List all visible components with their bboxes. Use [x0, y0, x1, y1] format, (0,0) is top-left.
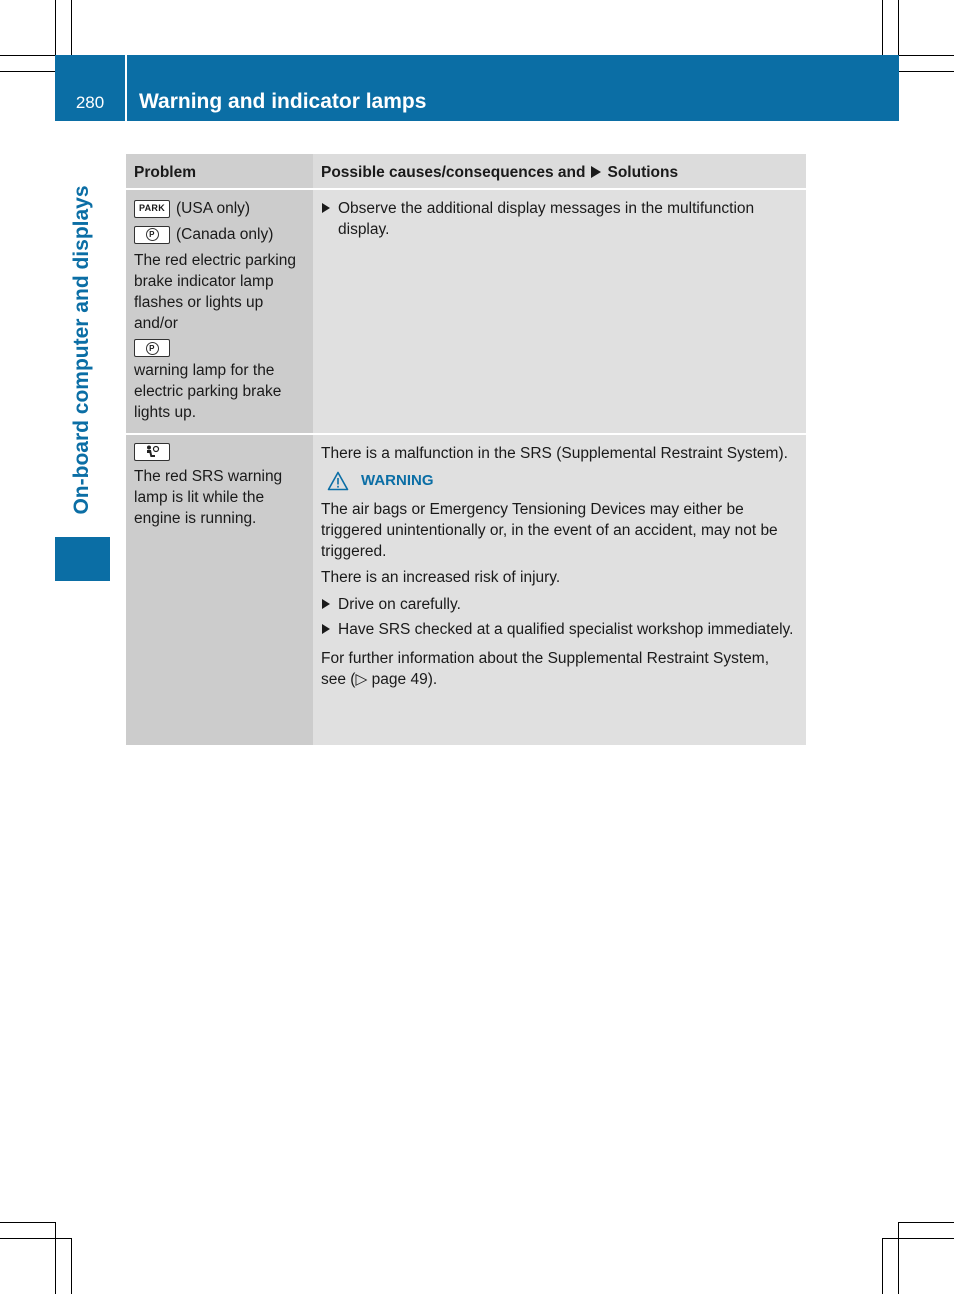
table-header-row: [126, 154, 806, 188]
table-row: [126, 190, 806, 433]
header-problem: Problem: [126, 154, 313, 188]
parking-brake-icon: P: [134, 339, 170, 357]
crop-mark: [882, 0, 883, 55]
solution-intro: There is a malfunction in the SRS (Supplemental Restraint System).: [321, 445, 788, 462]
crop-mark: [899, 1222, 954, 1223]
chapter-tab: [55, 537, 110, 581]
bullet-arrow-icon: [322, 599, 330, 609]
page-number: 280: [75, 93, 105, 112]
parking-brake-icon: P: [134, 226, 170, 244]
symbol-label: (Canada only): [176, 226, 274, 243]
symbol-line: [134, 224, 307, 245]
page-title: Warning and indicator lamps: [139, 90, 427, 113]
header-solution-suffix: Solutions: [607, 164, 679, 181]
crop-mark: [0, 71, 55, 72]
crop-mark: [899, 71, 954, 72]
crop-mark: [882, 1238, 954, 1239]
table-row: [126, 435, 806, 745]
footer-reference[interactable]: For further information about the Supplemental Restraint System, see (▷ page 49).: [321, 650, 769, 688]
symbol-line: [134, 198, 307, 219]
crop-mark: [55, 0, 56, 55]
park-icon: PARK: [134, 200, 170, 218]
crop-mark: [0, 1222, 55, 1223]
crop-mark: [0, 1238, 71, 1239]
bullet-arrow-icon: [322, 203, 330, 213]
bullet-text: Drive on carefully.: [338, 596, 461, 613]
symbol-label: (USA only): [176, 200, 251, 217]
symbol-line: [134, 339, 307, 357]
arrow-right-icon: [591, 166, 601, 178]
header-solution: [313, 154, 806, 188]
problem-cell: [126, 435, 313, 745]
crop-mark: [898, 0, 899, 55]
problem-text: The red electric parking brake indicator lamp flashes or lights up and/or: [134, 252, 296, 332]
solution-bullet: [321, 198, 798, 240]
problem-cell: [126, 190, 313, 433]
warning-lamps-table: [126, 154, 806, 745]
warning-text: The air bags or Emergency Tensioning Devices may either be triggered unintentionally or, in the event of an accident, may not be triggered.: [321, 501, 778, 560]
warning-triangle-icon: [327, 471, 349, 491]
srs-icon: [134, 443, 170, 461]
crop-mark: [882, 1238, 883, 1294]
symbol-line: [134, 443, 307, 461]
solution-bullet: [321, 619, 798, 640]
crop-mark: [899, 55, 954, 56]
header-solution-prefix: Possible causes/consequences and: [321, 164, 586, 181]
page-header: [55, 55, 899, 121]
risk-text: There is an increased risk of injury.: [321, 569, 561, 586]
problem-text: The red SRS warning lamp is lit while the engine is running.: [134, 468, 283, 527]
bullet-text: Observe the additional display messages in the multifunction display.: [338, 200, 755, 238]
warning-label: WARNING: [361, 472, 434, 489]
crop-mark: [898, 1222, 899, 1294]
bullet-arrow-icon: [322, 624, 330, 634]
warning-heading: [327, 470, 798, 491]
solution-cell: [313, 190, 806, 433]
crop-mark: [55, 1222, 56, 1294]
airbag-person-icon: [143, 445, 161, 459]
solution-cell: [313, 435, 806, 745]
bullet-text: Have SRS checked at a qualified specialist workshop immediately.: [338, 621, 794, 638]
solution-bullet: [321, 594, 798, 615]
header-divider: [125, 55, 127, 121]
crop-mark: [0, 55, 55, 56]
crop-mark: [71, 1238, 72, 1294]
chapter-title: On-board computer and displays: [70, 185, 93, 515]
problem-text: warning lamp for the electric parking brake lights up.: [134, 362, 282, 421]
crop-mark: [71, 0, 72, 55]
